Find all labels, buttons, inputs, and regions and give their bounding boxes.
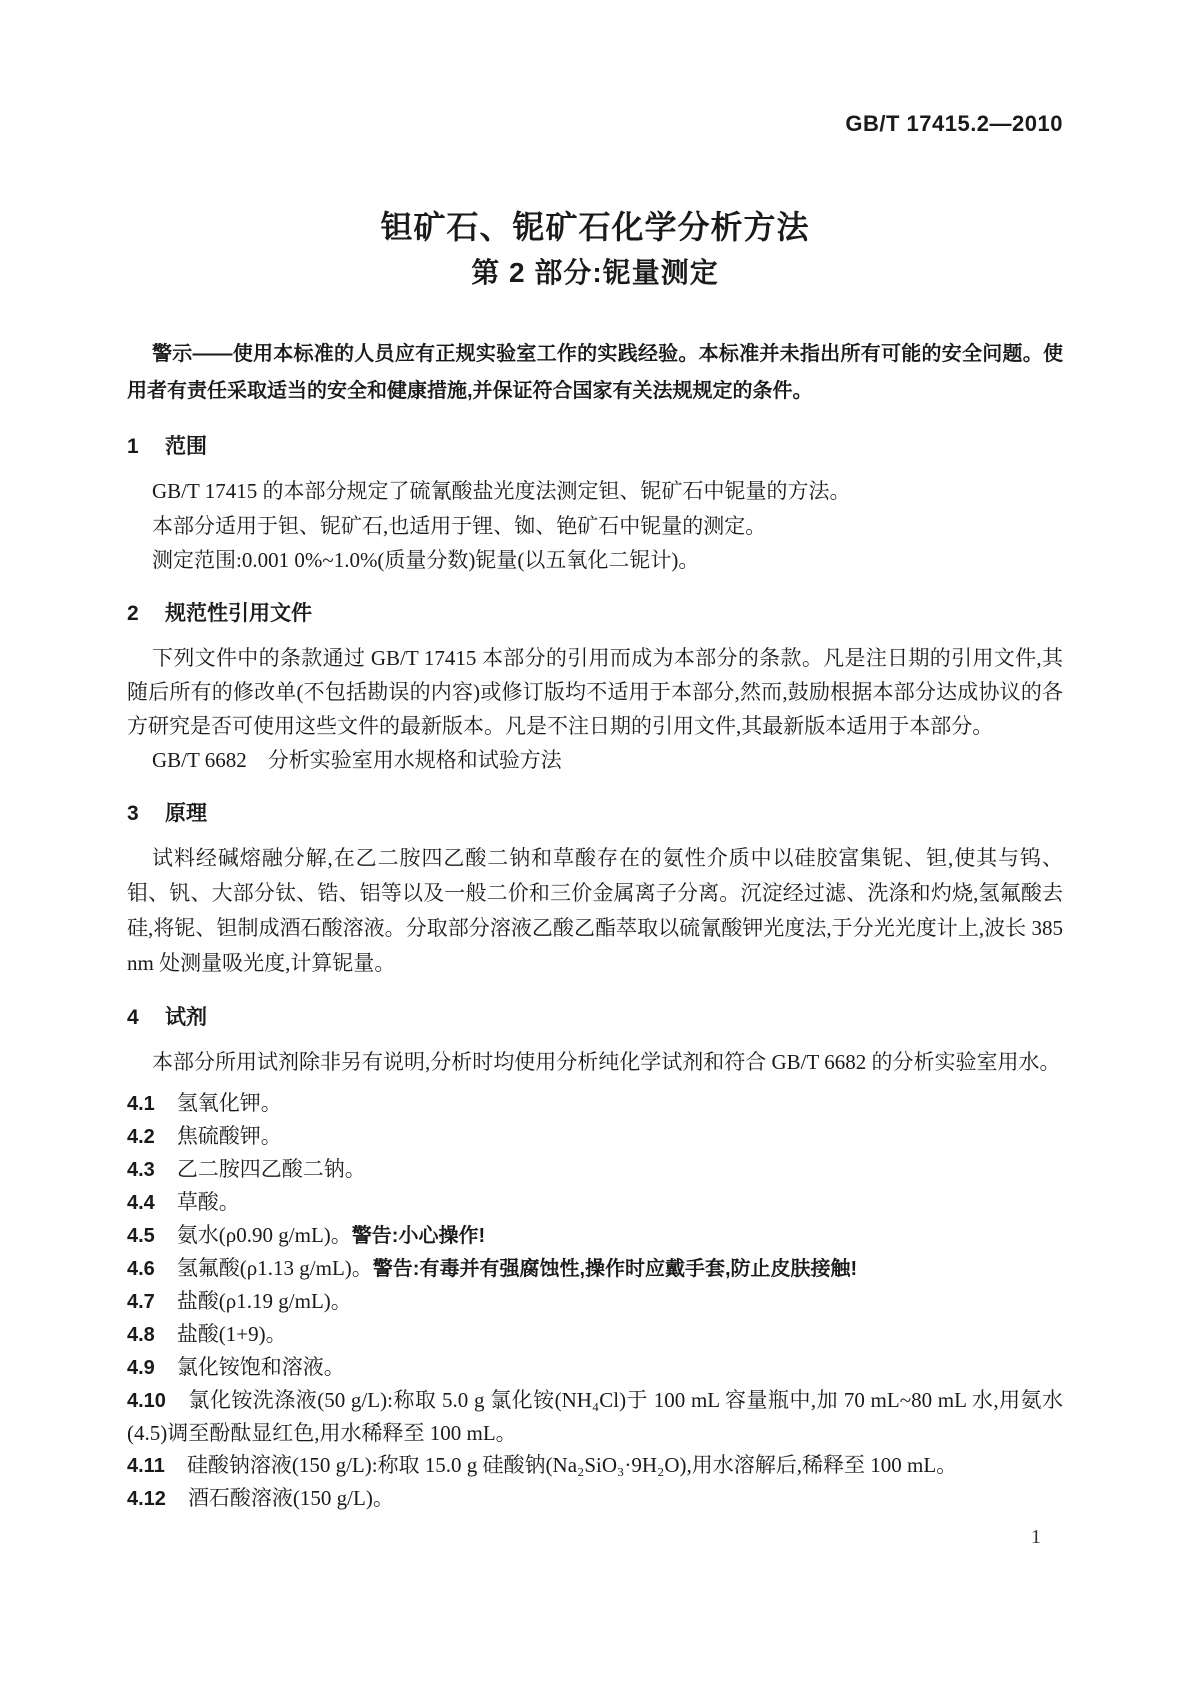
section-3-heading: [127, 801, 1063, 827]
page-number: 1: [1031, 1526, 1041, 1548]
section-2-title: 规范性引用文件: [165, 602, 312, 625]
section-4-title: 试剂: [165, 1006, 207, 1029]
section-3-paragraph-1: 试料经碱熔融分解,在乙二胺四乙酸二钠和草酸存在的氨性介质中以硅胶富集铌、钽,使其与钨、钼、钒、大部分钛、锆、铝等以及一般二价和三价金属离子分离。沉淀经过滤、洗涤和灼烧,氢氟酸去硅,将铌、钽制成酒石酸溶液。分取部分溶液乙酸乙酯萃取以硫氰酸钾光度法,于分光光度计上,波长 385 nm 处测量吸光度,计算铌量。: [127, 846, 1063, 975]
reagent-number: 4.6: [127, 1258, 155, 1280]
reagent-number: 4.7: [127, 1291, 155, 1313]
reagent-warning: 警告:有毒并有强腐蚀性,操作时应戴手套,防止皮肤接触!: [372, 1258, 858, 1280]
reagent-number: 4.12: [127, 1488, 166, 1510]
section-2-heading: [127, 601, 1063, 627]
reagent-item-4-7: [127, 1285, 1063, 1318]
section-2-number: 2: [127, 602, 139, 625]
standard-code: GB/T 17415.2—2010: [845, 111, 1063, 136]
reagent-item-4-3: [127, 1153, 1063, 1186]
reagent-item-4-10: [127, 1384, 1063, 1449]
reagent-text: 盐酸(ρ1.19 g/mL)。: [176, 1289, 352, 1313]
reagent-item-4-12: [127, 1482, 1063, 1515]
reagent-number: 4.3: [127, 1159, 155, 1181]
reagent-warning: 警告:小心操作!: [351, 1225, 486, 1247]
section-1-number: 1: [127, 435, 139, 458]
document-title: [127, 204, 1063, 296]
section-3-title: 原理: [165, 802, 207, 825]
reagent-item-4-1: [127, 1087, 1063, 1120]
section-2-reference: GB/T 6682 分析实验室用水规格和试验方法: [152, 748, 562, 772]
reagent-item-4-5: [127, 1219, 1063, 1252]
title-line-1: 钽矿石、铌矿石化学分析方法: [380, 209, 810, 245]
reagent-item-4-8: [127, 1318, 1063, 1351]
reagent-item-4-11: [127, 1449, 1063, 1482]
reagent-item-4-4: [127, 1186, 1063, 1219]
reagent-item-4-9: [127, 1351, 1063, 1384]
reagent-text: 乙二胺四乙酸二钠。: [176, 1157, 366, 1181]
reagent-text: 氢氟酸(ρ1.13 g/mL)。: [176, 1256, 373, 1280]
reagent-number: 4.10: [127, 1390, 166, 1412]
safety-warning: 警示——使用本标准的人员应有正规实验室工作的实践经验。本标准并未指出所有可能的安全问题。使用者有责任采取适当的安全和健康措施,并保证符合国家有关法规规定的条件。: [127, 343, 1063, 402]
title-line-2: 第 2 部分:铌量测定: [471, 257, 719, 288]
reagent-text: 氯化铵饱和溶液。: [176, 1355, 345, 1379]
reagent-item-4-2: [127, 1120, 1063, 1153]
section-4-paragraph-1: 本部分所用试剂除非另有说明,分析时均使用分析纯化学试剂和符合 GB/T 6682 的分析实验室用水。: [152, 1050, 1061, 1074]
section-3-number: 3: [127, 802, 139, 825]
reagent-text: 盐酸(1+9)。: [176, 1322, 287, 1346]
reagent-number: 4.5: [127, 1225, 155, 1247]
reagent-text: 草酸。: [176, 1190, 240, 1214]
reagent-number: 4.8: [127, 1324, 155, 1346]
reagent-number: 4.9: [127, 1357, 155, 1379]
section-4-number: 4: [127, 1006, 139, 1029]
section-1-paragraph-2: 本部分适用于钽、铌矿石,也适用于锂、铷、铯矿石中铌量的测定。: [152, 514, 767, 538]
reagent-number: 4.1: [127, 1093, 155, 1115]
section-2-paragraph-1: 下列文件中的条款通过 GB/T 17415 本部分的引用而成为本部分的条款。凡是注日期的引用文件,其随后所有的修改单(不包括勘误的内容)或修订版均不适用于本部分,然而,鼓励根据本部分达成协议的各方研究是否可使用这些文件的最新版本。凡是不注日期的引用文件,其最新版本适用于本部分。: [127, 646, 1063, 738]
reagent-number: 4.4: [127, 1192, 155, 1214]
reagent-item-4-6: [127, 1252, 1063, 1285]
reagent-number: 4.2: [127, 1126, 155, 1148]
reagent-text: 氨水(ρ0.90 g/mL)。: [176, 1223, 352, 1247]
section-4-heading: [127, 1005, 1063, 1031]
reagent-list: [127, 1087, 1063, 1515]
reagent-text: 酒石酸溶液(150 g/L)。: [187, 1486, 394, 1510]
reagent-text: 氢氧化钾。: [176, 1091, 282, 1115]
reagent-text: 硅酸钠溶液(150 g/L):称取 15.0 g 硅酸钠(Na₂SiO₃·9H₂O),用水溶解后,稀释至 100 mL。: [186, 1453, 958, 1477]
section-1-heading: [127, 434, 1063, 460]
section-1-paragraph-1: GB/T 17415 的本部分规定了硫氰酸盐光度法测定钽、铌矿石中铌量的方法。: [152, 479, 851, 503]
reagent-text: 氯化铵洗涤液(50 g/L):称取 5.0 g 氯化铵(NH₄Cl)于 100 mL 容量瓶中,加 70 mL~80 mL 水,用氨水(4.5)调至酚酞显红色,用水稀释至 100 mL。: [127, 1388, 1063, 1445]
reagent-number: 4.11: [127, 1455, 165, 1477]
reagent-text: 焦硫酸钾。: [176, 1124, 282, 1148]
section-1-paragraph-3: 测定范围:0.001 0%~1.0%(质量分数)铌量(以五氧化二铌计)。: [152, 548, 700, 572]
section-1-title: 范围: [165, 435, 207, 458]
